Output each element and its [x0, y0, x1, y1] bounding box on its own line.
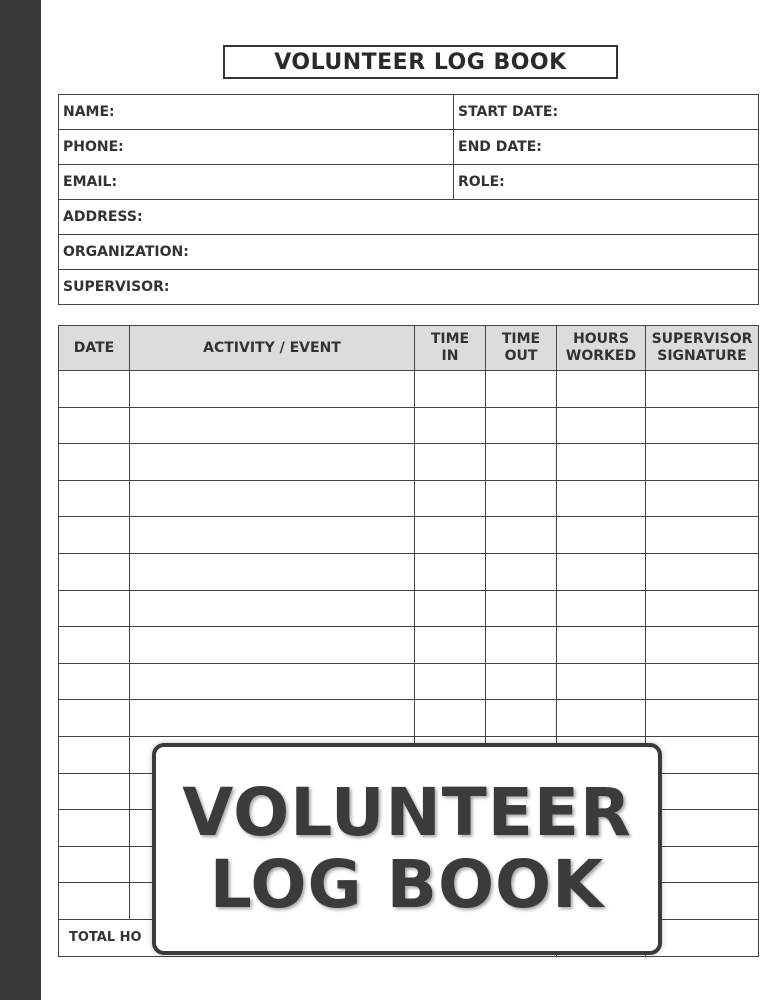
log-row	[59, 480, 759, 517]
phone-field: PHONE:	[59, 130, 454, 165]
start-date-field: START DATE:	[454, 95, 759, 130]
log-cell	[415, 444, 486, 481]
log-cell	[646, 480, 759, 517]
name-field: NAME:	[59, 95, 454, 130]
log-cell	[59, 407, 130, 444]
log-row	[59, 627, 759, 664]
page-title: VOLUNTEER LOG BOOK	[223, 45, 618, 79]
log-cell	[59, 810, 130, 847]
log-cell	[486, 480, 557, 517]
log-cell	[130, 444, 415, 481]
log-row	[59, 407, 759, 444]
log-cell	[646, 444, 759, 481]
log-cell	[130, 590, 415, 627]
log-cell	[557, 627, 646, 664]
log-cell	[646, 810, 759, 847]
log-row	[59, 663, 759, 700]
log-cell	[59, 773, 130, 810]
log-cell	[130, 517, 415, 554]
log-cell	[646, 736, 759, 773]
col-hours-header: HOURS WORKED	[557, 326, 646, 371]
volunteer-info-table	[58, 94, 759, 305]
supervisor-field: SUPERVISOR:	[59, 270, 759, 305]
end-date-field: END DATE:	[454, 130, 759, 165]
log-cell	[557, 517, 646, 554]
log-cell	[130, 480, 415, 517]
log-cell	[59, 590, 130, 627]
log-row	[59, 444, 759, 481]
col-signature-header: SUPERVISOR SIGNATURE	[646, 326, 759, 371]
log-cell	[646, 371, 759, 408]
log-cell	[415, 590, 486, 627]
log-cell	[646, 846, 759, 883]
log-cell	[59, 517, 130, 554]
log-cell	[557, 407, 646, 444]
log-cell	[646, 517, 759, 554]
log-cell	[646, 407, 759, 444]
log-row	[59, 371, 759, 408]
log-cell	[59, 553, 130, 590]
log-cell	[130, 371, 415, 408]
log-cell	[557, 590, 646, 627]
organization-field: ORGANIZATION:	[59, 235, 759, 270]
log-cell	[557, 663, 646, 700]
log-cell	[486, 553, 557, 590]
log-cell	[130, 553, 415, 590]
cover-title-line-2: LOG BOOK	[209, 846, 605, 923]
log-header-row	[59, 326, 759, 371]
log-row	[59, 517, 759, 554]
log-cell	[646, 773, 759, 810]
log-cell	[415, 407, 486, 444]
log-cell	[557, 444, 646, 481]
col-activity-header: ACTIVITY / EVENT	[130, 326, 415, 371]
email-field: EMAIL:	[59, 165, 454, 200]
log-cell	[646, 627, 759, 664]
log-cell	[59, 444, 130, 481]
log-cell	[557, 553, 646, 590]
log-row	[59, 590, 759, 627]
log-cell	[130, 627, 415, 664]
log-cell	[557, 480, 646, 517]
log-row	[59, 553, 759, 590]
log-cell	[486, 627, 557, 664]
col-time-out-header: TIME OUT	[486, 326, 557, 371]
log-cell	[59, 700, 130, 737]
log-cell	[557, 371, 646, 408]
log-cell	[59, 371, 130, 408]
log-cell	[646, 883, 759, 920]
book-spine	[0, 0, 41, 1000]
total-hours-label: TOTAL HO	[59, 919, 557, 956]
log-cell	[415, 663, 486, 700]
address-field: ADDRESS:	[59, 200, 759, 235]
log-cell	[486, 700, 557, 737]
log-cell	[59, 846, 130, 883]
log-row	[59, 700, 759, 737]
log-cell	[557, 700, 646, 737]
log-cell	[415, 517, 486, 554]
col-time-in-header: TIME IN	[415, 326, 486, 371]
log-cell	[130, 700, 415, 737]
log-cell	[59, 480, 130, 517]
log-cell	[130, 663, 415, 700]
col-date-header: DATE	[59, 326, 130, 371]
total-cell	[646, 919, 759, 956]
log-cell	[646, 590, 759, 627]
log-cell	[486, 371, 557, 408]
log-cell	[486, 444, 557, 481]
log-cell	[486, 590, 557, 627]
cover-title-line-1: VOLUNTEER	[182, 774, 632, 851]
log-cell	[415, 371, 486, 408]
log-cell	[415, 700, 486, 737]
log-cell	[415, 480, 486, 517]
log-cell	[130, 407, 415, 444]
role-field: ROLE:	[454, 165, 759, 200]
log-cell	[59, 663, 130, 700]
log-cell	[59, 627, 130, 664]
log-cell	[486, 407, 557, 444]
log-cell	[646, 663, 759, 700]
log-cell	[646, 700, 759, 737]
log-cell	[59, 736, 130, 773]
cover-title-badge	[152, 743, 662, 955]
log-cell	[646, 553, 759, 590]
log-cell	[415, 553, 486, 590]
log-cell	[415, 627, 486, 664]
log-cell	[486, 517, 557, 554]
log-cell	[59, 883, 130, 920]
log-cell	[486, 663, 557, 700]
